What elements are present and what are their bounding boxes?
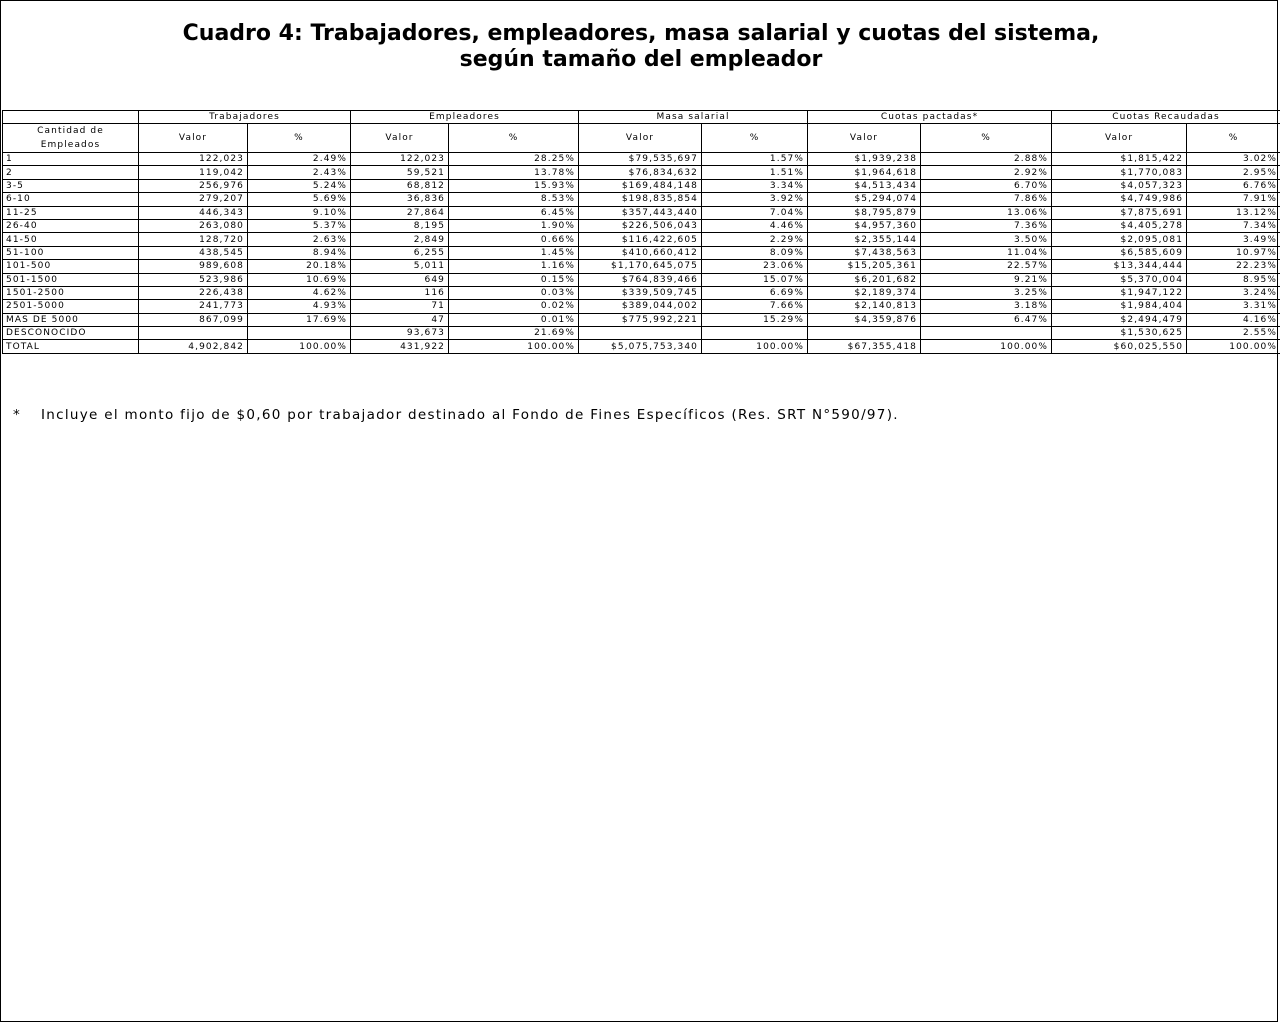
table-cell: 7.86% [921, 193, 1052, 206]
table-cell: 5,011 [351, 260, 449, 273]
table-cell: 523,986 [139, 273, 248, 286]
footnote-text: Incluye el monto fijo de $0,60 por trabajador destinado al Fondo de Fines Específicos (Res. SRT N°590/97). [41, 407, 899, 423]
table-cell: 116 [351, 286, 449, 299]
table-cell: 3.92% [702, 193, 808, 206]
table-cell: 93,673 [351, 327, 449, 340]
table-cell: 0.02% [449, 300, 579, 313]
table-cell: $76,834,632 [579, 166, 702, 179]
table-cell: $8,795,879 [808, 206, 921, 219]
footnote [13, 407, 899, 423]
table-row [3, 260, 1280, 273]
table-cell: 100.00% [248, 340, 351, 353]
table-cell [579, 327, 702, 340]
table-cell: 2.55% [1187, 327, 1280, 340]
table-cell: 4.62% [248, 286, 351, 299]
table-cell: 7.04% [702, 206, 808, 219]
table-cell: 4,902,842 [139, 340, 248, 353]
table-cell: $4,405,278 [1052, 219, 1187, 232]
table-cell: 17.69% [248, 313, 351, 326]
table-cell: 3.50% [921, 233, 1052, 246]
table-cell: $357,443,440 [579, 206, 702, 219]
table-cell: 0.66% [449, 233, 579, 246]
row-label-cell: DESCONOCIDO [3, 327, 139, 340]
table-cell: 4.16% [1187, 313, 1280, 326]
table-cell: 7.91% [1187, 193, 1280, 206]
table-cell: $4,957,360 [808, 219, 921, 232]
table-cell: $6,585,609 [1052, 246, 1187, 259]
table-cell: 6.70% [921, 179, 1052, 192]
table-cell: 23.06% [702, 260, 808, 273]
data-table [2, 110, 1280, 354]
table-cell: 11.04% [921, 246, 1052, 259]
table-cell: $198,835,854 [579, 193, 702, 206]
table-cell: $4,513,434 [808, 179, 921, 192]
table-cell: 4.93% [248, 300, 351, 313]
table-cell: 13.06% [921, 206, 1052, 219]
table-cell: 36,836 [351, 193, 449, 206]
table-cell: $60,025,550 [1052, 340, 1187, 353]
table-cell: 989,608 [139, 260, 248, 273]
table-cell: $1,939,238 [808, 153, 921, 166]
table-cell: 22.57% [921, 260, 1052, 273]
row-label-cell: 3-5 [3, 179, 139, 192]
table-cell: $6,201,682 [808, 273, 921, 286]
table-cell: 241,773 [139, 300, 248, 313]
table-cell: $1,770,083 [1052, 166, 1187, 179]
table-cell: $4,057,323 [1052, 179, 1187, 192]
table-cell: $2,140,813 [808, 300, 921, 313]
table-cell: 8.95% [1187, 273, 1280, 286]
table-cell: $1,170,645,075 [579, 260, 702, 273]
row-label-cell: 1 [3, 153, 139, 166]
table-cell: 2.49% [248, 153, 351, 166]
table-cell: 15.29% [702, 313, 808, 326]
table-cell: $2,494,479 [1052, 313, 1187, 326]
column-header-valor: Valor [808, 124, 921, 153]
row-label-cell: 2501-5000 [3, 300, 139, 313]
total-row [3, 340, 1280, 353]
table-row [3, 327, 1280, 340]
table-cell: 59,521 [351, 166, 449, 179]
table-cell: $410,660,412 [579, 246, 702, 259]
column-header-percent: % [449, 124, 579, 153]
table-cell: $13,344,444 [1052, 260, 1187, 273]
table-cell: 1.90% [449, 219, 579, 232]
row-label-cell: 41-50 [3, 233, 139, 246]
table-cell: 71 [351, 300, 449, 313]
table-cell: 68,812 [351, 179, 449, 192]
table-cell: 279,207 [139, 193, 248, 206]
column-header-valor: Valor [351, 124, 449, 153]
table-cell: $1,947,122 [1052, 286, 1187, 299]
table-row [3, 219, 1280, 232]
table-cell: 10.69% [248, 273, 351, 286]
row-label-cell: TOTAL [3, 340, 139, 353]
row-label-cell: 101-500 [3, 260, 139, 273]
table-cell [139, 327, 248, 340]
table-cell: 1.57% [702, 153, 808, 166]
table-cell: 263,080 [139, 219, 248, 232]
row-label-cell: 2 [3, 166, 139, 179]
table-cell: 0.03% [449, 286, 579, 299]
row-label-cell: 26-40 [3, 219, 139, 232]
table-cell [702, 327, 808, 340]
table-cell: 2.29% [702, 233, 808, 246]
column-header-valor: Valor [139, 124, 248, 153]
table-cell: 6.69% [702, 286, 808, 299]
table-cell: 22.23% [1187, 260, 1280, 273]
table-cell: 27,864 [351, 206, 449, 219]
table-cell: 8.53% [449, 193, 579, 206]
group-header-masa-salarial: Masa salarial [579, 111, 808, 124]
group-header-cuotas-pactadas: Cuotas pactadas* [808, 111, 1052, 124]
table-cell: 5.24% [248, 179, 351, 192]
group-header-row [3, 111, 1280, 124]
table-cell: 100.00% [449, 340, 579, 353]
table-cell: $4,359,876 [808, 313, 921, 326]
table-cell: 0.15% [449, 273, 579, 286]
table-cell: 9.21% [921, 273, 1052, 286]
table-cell: 47 [351, 313, 449, 326]
table-cell: 7.36% [921, 219, 1052, 232]
table-cell [808, 327, 921, 340]
column-header-valor: Valor [1052, 124, 1187, 153]
table-cell: $389,044,002 [579, 300, 702, 313]
table-cell: 20.18% [248, 260, 351, 273]
table-cell: 2.92% [921, 166, 1052, 179]
table-cell: $1,964,618 [808, 166, 921, 179]
table-row [3, 313, 1280, 326]
row-label-cell: MAS DE 5000 [3, 313, 139, 326]
table-cell: 119,042 [139, 166, 248, 179]
table-row [3, 246, 1280, 259]
table-cell: 100.00% [702, 340, 808, 353]
table-cell: 446,343 [139, 206, 248, 219]
table-cell [921, 327, 1052, 340]
column-header-percent: % [921, 124, 1052, 153]
table-cell: 13.78% [449, 166, 579, 179]
table-cell: 3.31% [1187, 300, 1280, 313]
table-cell: 1.16% [449, 260, 579, 273]
table-cell: $15,205,361 [808, 260, 921, 273]
column-header-percent: % [702, 124, 808, 153]
column-header-valor: Valor [579, 124, 702, 153]
table-cell: 438,545 [139, 246, 248, 259]
table-row [3, 206, 1280, 219]
column-header-percent: % [248, 124, 351, 153]
table-cell: $5,294,074 [808, 193, 921, 206]
table-cell: $2,355,144 [808, 233, 921, 246]
table-cell: $1,530,625 [1052, 327, 1187, 340]
table-cell: $2,095,081 [1052, 233, 1187, 246]
column-header-cantidad: Cantidad de Empleados [3, 124, 139, 153]
table-cell: 2.95% [1187, 166, 1280, 179]
table-cell: $5,370,004 [1052, 273, 1187, 286]
table-cell: 431,922 [351, 340, 449, 353]
table-cell: 15.93% [449, 179, 579, 192]
group-header-cuotas-recaudadas: Cuotas Recaudadas [1052, 111, 1280, 124]
table-cell [248, 327, 351, 340]
table-cell: 1.51% [702, 166, 808, 179]
table-cell: 13.12% [1187, 206, 1280, 219]
header-corner [3, 111, 139, 124]
table-cell: 128,720 [139, 233, 248, 246]
table-cell: 2.88% [921, 153, 1052, 166]
row-label-cell: 51-100 [3, 246, 139, 259]
table-cell: 3.34% [702, 179, 808, 192]
table-cell: $226,506,043 [579, 219, 702, 232]
table-cell: 100.00% [921, 340, 1052, 353]
table-cell: 3.25% [921, 286, 1052, 299]
table-cell: 6.45% [449, 206, 579, 219]
table-cell: 649 [351, 273, 449, 286]
table-row [3, 153, 1280, 166]
table-cell: 122,023 [351, 153, 449, 166]
table-cell: 28.25% [449, 153, 579, 166]
table-row [3, 286, 1280, 299]
table-row [3, 273, 1280, 286]
table-cell: $169,484,148 [579, 179, 702, 192]
title-line-2: según tamaño del empleador [459, 47, 823, 72]
group-header-empleadores: Empleadores [351, 111, 579, 124]
group-header-trabajadores: Trabajadores [139, 111, 351, 124]
row-label-cell: 11-25 [3, 206, 139, 219]
table-cell: 3.24% [1187, 286, 1280, 299]
sub-header-row [3, 124, 1280, 153]
table-cell: 100.00% [1187, 340, 1280, 353]
row-label-cell: 6-10 [3, 193, 139, 206]
table-cell: $67,355,418 [808, 340, 921, 353]
table-cell: $4,749,986 [1052, 193, 1187, 206]
table-cell: $7,875,691 [1052, 206, 1187, 219]
table-cell: 3.18% [921, 300, 1052, 313]
table-cell: 2.63% [248, 233, 351, 246]
row-label-cell: 501-1500 [3, 273, 139, 286]
table-row [3, 193, 1280, 206]
table-cell: $79,535,697 [579, 153, 702, 166]
table-cell: 2,849 [351, 233, 449, 246]
table-cell: 5.69% [248, 193, 351, 206]
table-cell: $5,075,753,340 [579, 340, 702, 353]
table-row [3, 300, 1280, 313]
table-cell: 10.97% [1187, 246, 1280, 259]
table-cell: 9.10% [248, 206, 351, 219]
table-cell: $2,189,374 [808, 286, 921, 299]
table-row [3, 166, 1280, 179]
table-cell: $775,992,221 [579, 313, 702, 326]
row-label-cell: 1501-2500 [3, 286, 139, 299]
table-cell: 3.02% [1187, 153, 1280, 166]
table-cell: 3.49% [1187, 233, 1280, 246]
footnote-marker: * [13, 407, 22, 423]
table-cell: 7.34% [1187, 219, 1280, 232]
table-cell: $7,438,563 [808, 246, 921, 259]
table-cell: 6,255 [351, 246, 449, 259]
table-cell: 226,438 [139, 286, 248, 299]
table-cell: 8.94% [248, 246, 351, 259]
table-cell: 5.37% [248, 219, 351, 232]
column-header-percent: % [1187, 124, 1280, 153]
table-row [3, 233, 1280, 246]
table-cell: $764,839,466 [579, 273, 702, 286]
table-cell: 8,195 [351, 219, 449, 232]
table-cell: 7.66% [702, 300, 808, 313]
table-row [3, 179, 1280, 192]
table-cell: 867,099 [139, 313, 248, 326]
table-cell: 1.45% [449, 246, 579, 259]
title-line-1: Cuadro 4: Trabajadores, empleadores, masa salarial y cuotas del sistema, [182, 21, 1100, 46]
table-cell: 4.46% [702, 219, 808, 232]
table-cell: 0.01% [449, 313, 579, 326]
table-cell: 15.07% [702, 273, 808, 286]
document-title [1, 21, 1280, 73]
table-cell: 256,976 [139, 179, 248, 192]
table-cell: $1,815,422 [1052, 153, 1187, 166]
table-cell: 8.09% [702, 246, 808, 259]
table-cell: 2.43% [248, 166, 351, 179]
table-cell: 21.69% [449, 327, 579, 340]
table-cell: $339,509,745 [579, 286, 702, 299]
table-cell: $116,422,605 [579, 233, 702, 246]
table-cell: 122,023 [139, 153, 248, 166]
table-cell: $1,984,404 [1052, 300, 1187, 313]
table-cell: 6.76% [1187, 179, 1280, 192]
table-cell: 6.47% [921, 313, 1052, 326]
